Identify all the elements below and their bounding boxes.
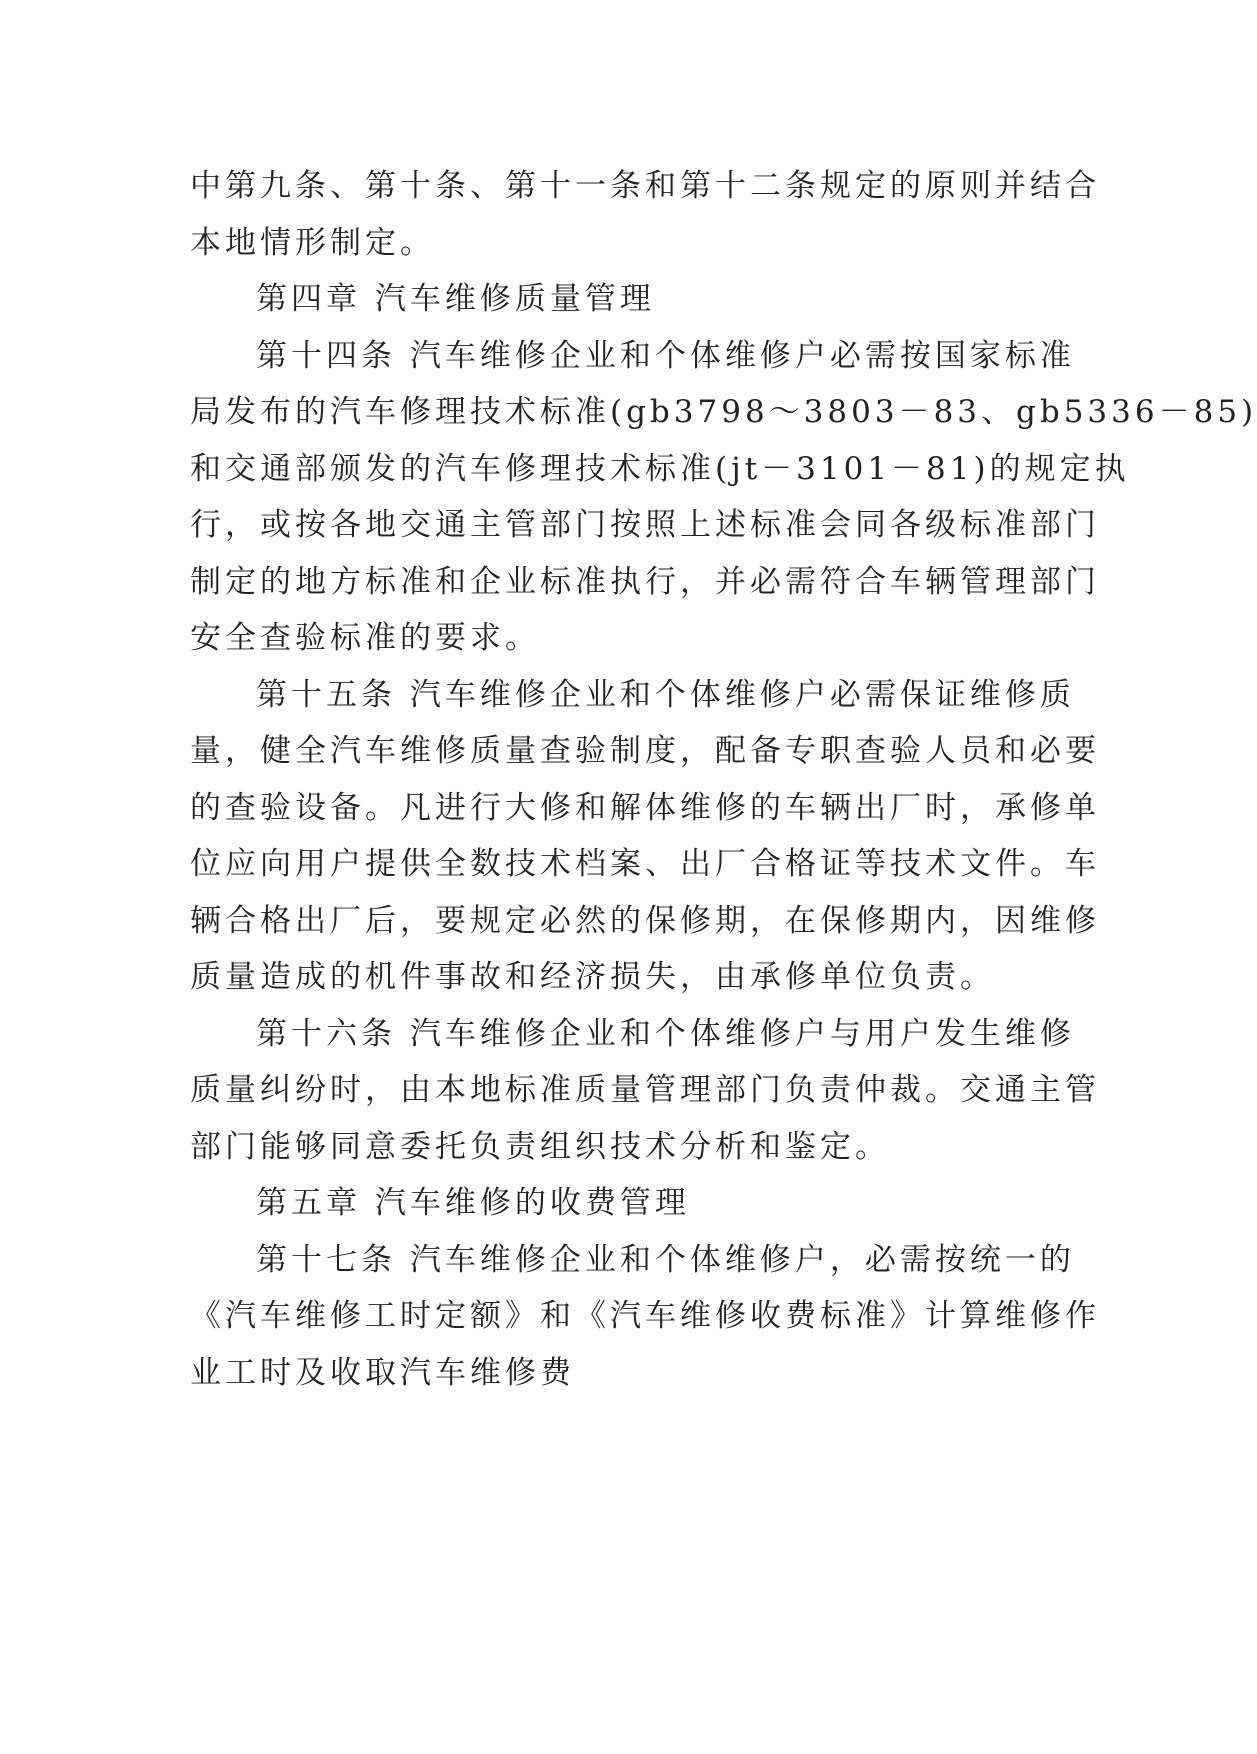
text-line: 和交通部颁发的汽车修理技术标准(jt－3101－81)的规定执: [190, 450, 1130, 487]
text-line: 中第九条、第十条、第十一条和第十二条规定的原则并结合: [190, 168, 1100, 204]
text-line: 制定的地方标准和企业标准执行，并必需符合车辆管理部门: [190, 563, 1100, 600]
text-line: 本地情形制定。: [190, 224, 435, 261]
text-line: 位应向用户提供全数技术档案、出厂合格证等技术文件。车: [190, 846, 1100, 882]
article-line: 第十六条 汽车维修企业和个体维修户与用户发生维修: [256, 1015, 1075, 1052]
chapter-heading: 第四章 汽车维修质量管理: [256, 281, 655, 317]
article-line: 第十七条 汽车维修企业和个体维修户，必需按统一的: [256, 1241, 1075, 1278]
article-line: 第十四条 汽车维修企业和个体维修户必需按国家标准: [256, 337, 1075, 374]
text-line: 局发布的汽车修理技术标准(gb3798～3803－83、gb5336－85): [190, 394, 1257, 430]
text-line: 安全查验标准的要求。: [190, 620, 540, 656]
text-line: 业工时及收取汽车维修费: [190, 1354, 575, 1391]
document-body: [190, 158, 1257, 1401]
text-line: 质量纠纷时，由本地标准质量管理部门负责仲裁。交通主管: [190, 1072, 1100, 1108]
text-line: 行，或按各地交通主管部门按照上述标准会同各级标准部门: [190, 507, 1100, 543]
text-line: 部门能够同意委托负责组织技术分析和鉴定。: [190, 1128, 890, 1165]
chapter-heading: 第五章 汽车维修的收费管理: [256, 1185, 690, 1221]
text-line: 质量造成的机件事故和经济损失，由承修单位负责。: [190, 959, 995, 995]
text-line: 辆合格出厂后，要规定必然的保修期，在保修期内，因维修: [190, 902, 1100, 939]
article-line: 第十五条 汽车维修企业和个体维修户必需保证维修质: [256, 676, 1075, 713]
text-line: 《汽车维修工时定额》和《汽车维修收费标准》计算维修作: [190, 1298, 1100, 1334]
text-line: 量，健全汽车维修质量查验制度，配备专职查验人员和必要: [190, 733, 1100, 769]
text-line: 的查验设备。凡进行大修和解体维修的车辆出厂时，承修单: [190, 789, 1100, 826]
